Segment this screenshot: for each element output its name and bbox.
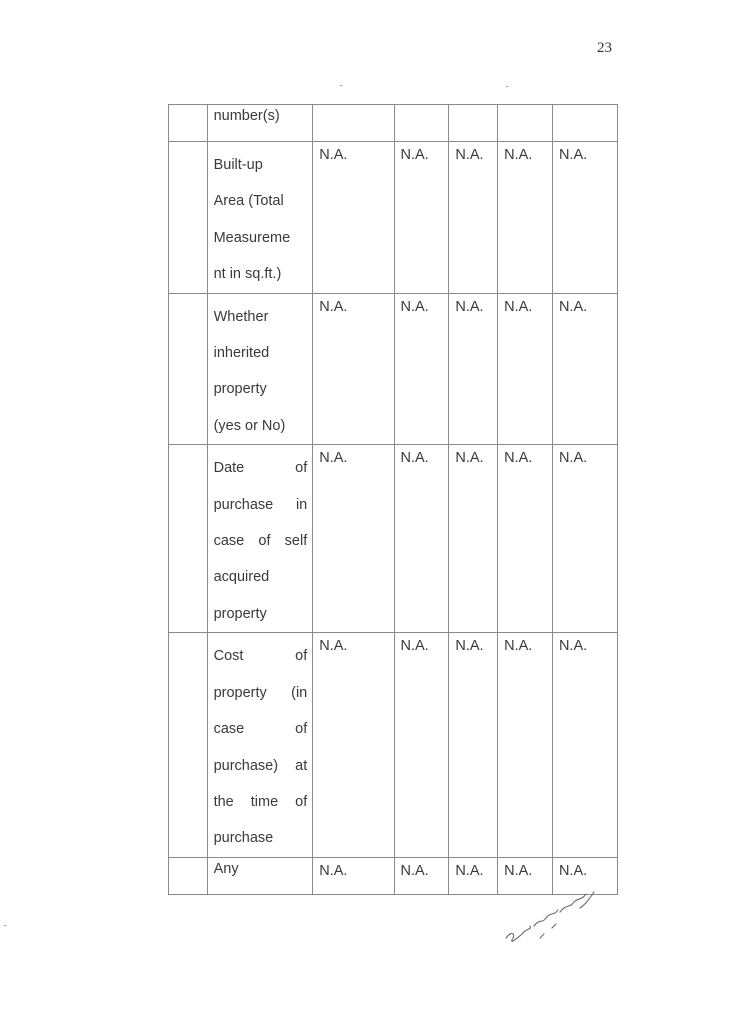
value-cell <box>498 105 553 142</box>
value-cell: N.A. <box>313 857 394 894</box>
value-cell: N.A. <box>313 633 394 857</box>
row-label-line: purchase <box>213 830 274 847</box>
value-cell: N.A. <box>498 293 553 445</box>
value-cell: N.A. <box>449 142 498 294</box>
row-label-line: purchase in <box>213 496 308 513</box>
scan-speck <box>340 85 342 86</box>
value-cell: N.A. <box>449 633 498 857</box>
row-label-line: Date of <box>213 460 308 477</box>
row-label-line: property <box>213 381 267 398</box>
table-row <box>169 142 618 294</box>
serial-cell <box>169 293 208 445</box>
row-label-line: property <box>213 605 267 622</box>
table-row <box>169 633 618 857</box>
value-cell: N.A. <box>394 857 449 894</box>
row-label-line: nt in sq.ft.) <box>213 266 282 283</box>
value-cell: N.A. <box>313 142 394 294</box>
scan-speck <box>506 86 508 87</box>
value-cell: N.A. <box>313 445 394 633</box>
row-label-cell <box>207 142 313 294</box>
row-label-line: property (in <box>213 684 308 701</box>
row-label-line: (yes or No) <box>213 417 286 434</box>
row-label-line: Measureme <box>213 229 291 246</box>
serial-cell <box>169 142 208 294</box>
value-cell: N.A. <box>394 445 449 633</box>
row-label-line: Cost of <box>213 648 308 665</box>
page-number: 23 <box>597 40 612 56</box>
row-label-line: acquired <box>213 569 270 586</box>
value-cell: N.A. <box>449 293 498 445</box>
value-cell: N.A. <box>394 293 449 445</box>
value-cell: N.A. <box>498 857 553 894</box>
value-cell: N.A. <box>449 445 498 633</box>
value-cell: N.A. <box>498 445 553 633</box>
table-row <box>169 445 618 633</box>
row-label-line: case of <box>213 721 308 738</box>
row-label-line: inherited <box>213 345 270 362</box>
serial-cell <box>169 857 208 894</box>
scan-speck <box>4 925 6 926</box>
row-label-line: Area (Total <box>213 193 284 210</box>
value-cell: N.A. <box>552 293 617 445</box>
value-cell: N.A. <box>498 633 553 857</box>
table-row <box>169 105 618 142</box>
row-label-line: number(s) <box>213 108 280 124</box>
row-label-line: case of self <box>213 533 308 550</box>
serial-cell <box>169 445 208 633</box>
value-cell <box>552 105 617 142</box>
serial-cell <box>169 633 208 857</box>
value-cell: N.A. <box>313 293 394 445</box>
value-cell: N.A. <box>498 142 553 294</box>
row-label-line: Any <box>213 860 239 877</box>
value-cell: N.A. <box>552 445 617 633</box>
value-cell <box>394 105 449 142</box>
value-cell: N.A. <box>394 142 449 294</box>
value-cell: N.A. <box>449 857 498 894</box>
row-label-line: Built-up <box>213 157 263 173</box>
value-cell: N.A. <box>552 142 617 294</box>
value-cell: N.A. <box>552 857 617 894</box>
table-row <box>169 293 618 445</box>
handwritten-signature <box>500 868 600 948</box>
serial-cell <box>169 105 208 142</box>
row-label-line: Whether <box>213 308 269 325</box>
value-cell: N.A. <box>552 633 617 857</box>
row-label <box>214 98 308 134</box>
row-label-line: the time of <box>213 793 308 810</box>
row-label-line: purchase) at <box>213 757 308 774</box>
row-label-cell <box>207 857 313 894</box>
value-cell: N.A. <box>394 633 449 857</box>
row-label-cell <box>207 445 313 633</box>
row-label-cell <box>207 293 313 445</box>
property-details-table <box>168 104 618 895</box>
row-label-cell <box>207 633 313 857</box>
value-cell <box>449 105 498 142</box>
value-cell <box>313 105 394 142</box>
row-label-cell <box>207 105 313 142</box>
